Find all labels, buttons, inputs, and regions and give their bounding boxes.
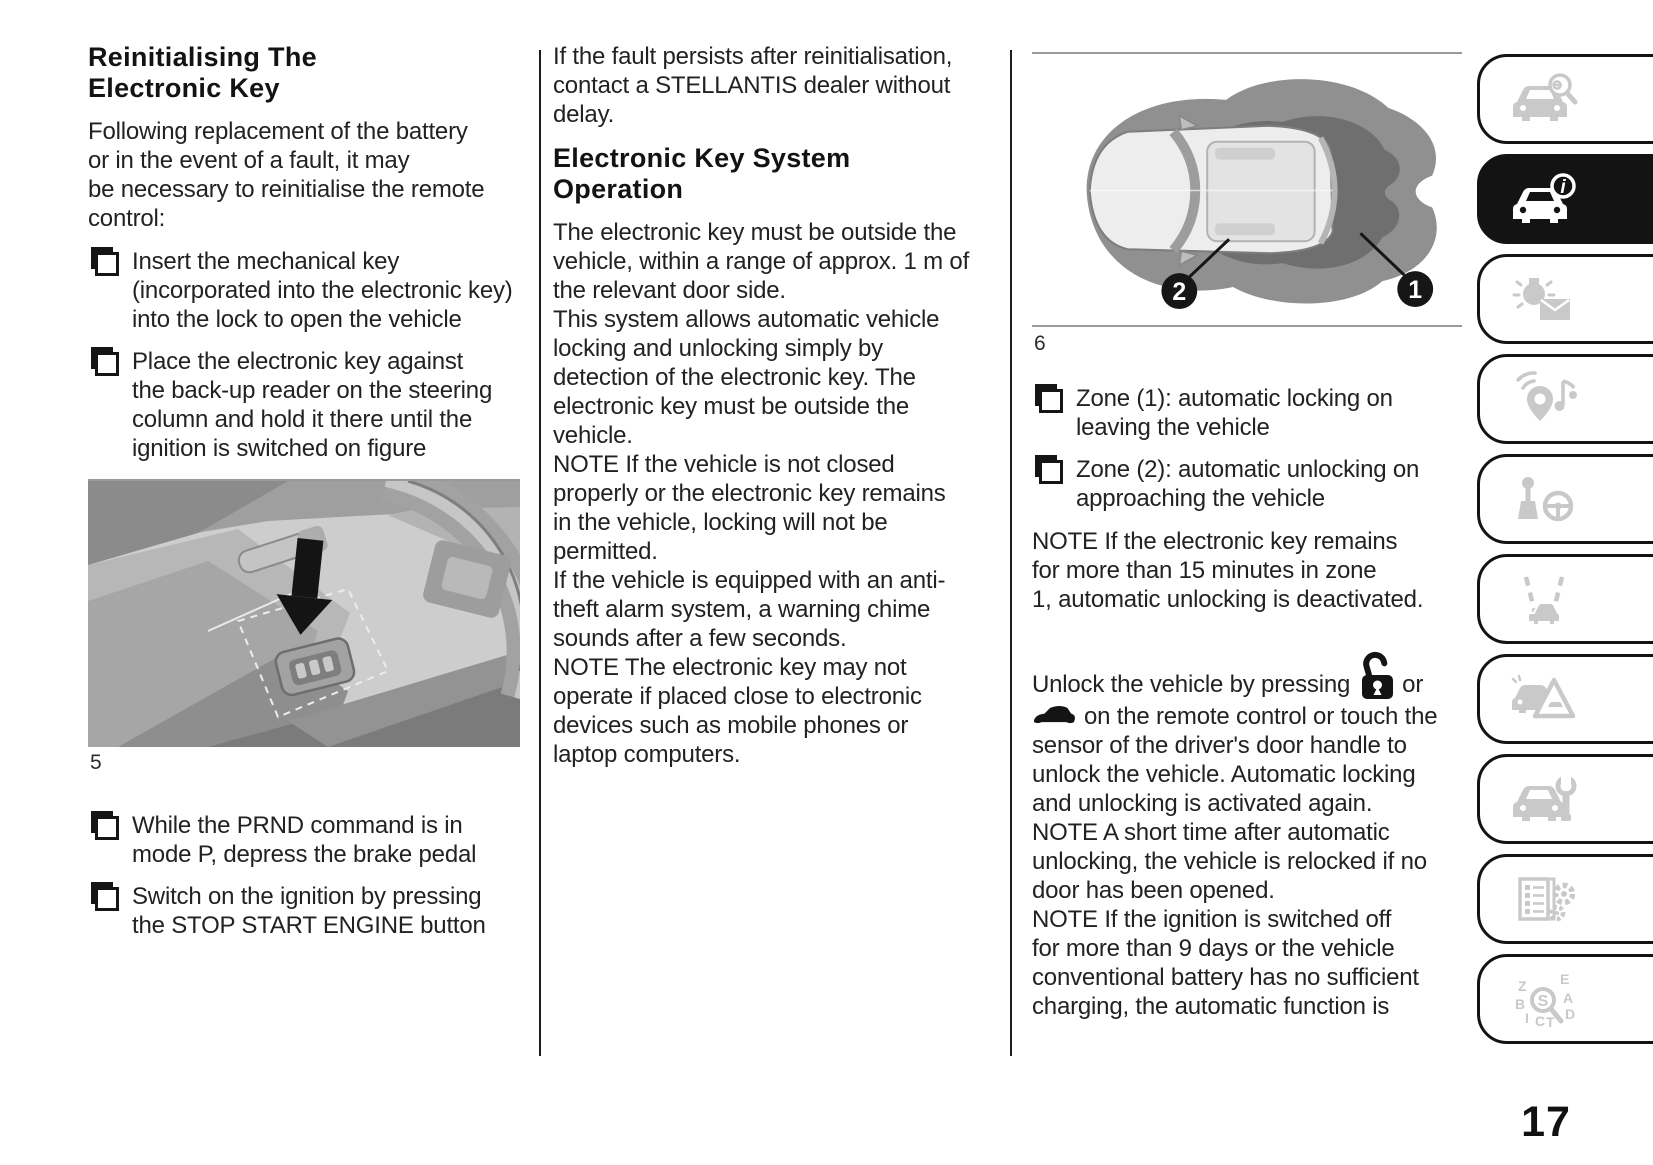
- sidebar-tab-in-an-emergency[interactable]: [1477, 654, 1653, 744]
- list-item-text: [132, 347, 492, 463]
- figure-bottom-rule: [1032, 325, 1462, 327]
- sidebar-tab-starting-driving[interactable]: [1477, 454, 1653, 544]
- unlock-paragraph: [1032, 654, 1462, 1021]
- square-bullet-icon: [1039, 460, 1063, 484]
- text-line: locking and unlocking simply by: [553, 335, 883, 362]
- list-item: [88, 347, 520, 463]
- text-line: door has been opened.: [1032, 877, 1275, 904]
- text-line: in the vehicle, locking will not be: [553, 509, 888, 536]
- text-line: sensor of the driver's door handle to: [1032, 732, 1407, 759]
- figure-6-image-detection-zones: [1032, 54, 1462, 325]
- text-line: laptop computers.: [553, 741, 741, 768]
- intro-paragraph: [88, 117, 520, 233]
- text-line: unlocking, the vehicle is relocked if no: [1032, 848, 1427, 875]
- text-line: sounds after a few seconds.: [553, 625, 847, 652]
- svg-text:B: B: [1515, 996, 1526, 1012]
- unlock-padlock-icon: [1360, 654, 1396, 702]
- square-bullet-icon: [95, 252, 119, 276]
- section-heading-reinitialising: [88, 42, 520, 104]
- list-item: [88, 811, 520, 869]
- square-bullet-icon: [95, 816, 119, 840]
- unlock-line-2-text: on the remote control or touch the: [1084, 703, 1438, 730]
- sidebar-tab-driver-assistance[interactable]: [1477, 554, 1653, 644]
- car-magnifier-icon: [1510, 71, 1578, 127]
- figure-6: [1032, 52, 1462, 356]
- text-line: NOTE If the ignition is switched off: [1032, 906, 1392, 933]
- text-line: vehicle.: [553, 422, 633, 449]
- text-line: This system allows automatic vehicle: [553, 306, 940, 333]
- text-line: NOTE The electronic key may not: [553, 654, 907, 681]
- text-line: permitted.: [553, 538, 658, 565]
- text-line: detection of the electronic key. The: [553, 364, 916, 391]
- list-item: [88, 247, 520, 334]
- text-line: Place the electronic key against: [132, 348, 464, 375]
- text-line: While the PRND command is in: [132, 812, 463, 839]
- figure-5: [88, 479, 520, 775]
- spec-list-gears-icon: [1510, 871, 1578, 927]
- warning-lamp-message-icon: [1510, 271, 1578, 327]
- text-line: column and hold it there until the: [132, 406, 473, 433]
- text-line: theft alarm system, a warning chime: [553, 596, 931, 623]
- unlock-rest-text: [1032, 731, 1462, 1021]
- text-line: Zone (2): automatic unlocking on: [1076, 456, 1420, 483]
- sidebar-tab-index[interactable]: [1477, 954, 1653, 1044]
- text-line: properly or the electronic key remains: [553, 480, 946, 507]
- text-line: NOTE If the electronic key remains: [1032, 528, 1398, 555]
- car-button-icon: [1032, 705, 1076, 726]
- sidebar-tab-technical-data[interactable]: [1477, 854, 1653, 944]
- text-line: vehicle, within a range of approx. 1 m of: [553, 248, 970, 275]
- svg-text:E: E: [1560, 971, 1570, 987]
- text-line: be necessary to reinitialise the remote: [88, 176, 485, 203]
- gear-lever-steering-icon: [1510, 471, 1578, 527]
- text-line: for more than 9 days or the vehicle: [1032, 935, 1395, 962]
- text-line: conventional battery has no sufficient: [1032, 964, 1419, 991]
- figure-6-caption: 6: [1034, 332, 1046, 355]
- sidebar-tab-servicing-care[interactable]: [1477, 754, 1653, 844]
- text-line: Zone (1): automatic locking on: [1076, 385, 1393, 412]
- column-divider-2: [1010, 50, 1012, 1056]
- unlock-line-1-tail: or: [1402, 671, 1424, 698]
- connectivity-navigation-icon: [1510, 371, 1578, 427]
- text-line: into the lock to open the vehicle: [132, 306, 462, 333]
- text-line: devices such as mobile phones or: [553, 712, 909, 739]
- svg-text:Z: Z: [1518, 978, 1527, 994]
- list-item-text: [132, 882, 486, 940]
- figure-5-image-steering-column: [88, 481, 520, 747]
- svg-text:C: C: [1535, 1013, 1546, 1029]
- text-line: approaching the vehicle: [1076, 485, 1325, 512]
- sidebar-tab-getting-to-know-vehicle[interactable]: [1477, 154, 1653, 244]
- note-15-minutes: [1032, 527, 1462, 614]
- text-line: Electronic Key: [88, 73, 280, 103]
- text-line: Reinitialising The: [88, 42, 317, 72]
- svg-text:S: S: [1537, 993, 1549, 1010]
- index-search-icon: [1510, 969, 1578, 1029]
- list-item: [1032, 455, 1462, 513]
- unlock-line-2: [1032, 702, 1462, 731]
- sidebar-tab-owner-handbook[interactable]: [1477, 54, 1653, 144]
- car-top-view: [1090, 116, 1335, 265]
- svg-text:A: A: [1563, 990, 1574, 1006]
- square-bullet-icon: [95, 352, 119, 376]
- svg-text:D: D: [1565, 1006, 1576, 1022]
- text-line: 1, automatic unlocking is deactivated.: [1032, 586, 1424, 613]
- sidebar-tab-multimedia-navigation[interactable]: [1477, 354, 1653, 444]
- text-line: contact a STELLANTIS dealer without: [553, 72, 951, 99]
- list-item: [1032, 384, 1462, 442]
- svg-text:1: 1: [1408, 275, 1423, 304]
- column-3: [1032, 52, 1462, 1021]
- list-item-text: [1076, 384, 1393, 442]
- square-bullet-icon: [1039, 389, 1063, 413]
- section-heading-key-system-operation: [553, 143, 989, 205]
- text-line: the back-up reader on the steering: [132, 377, 493, 404]
- svg-text:2: 2: [1172, 277, 1187, 306]
- unlock-line-1: [1032, 654, 1462, 702]
- sidebar-tab-warning-lights-messages[interactable]: [1477, 254, 1653, 344]
- page-number: 17: [1521, 1098, 1571, 1146]
- text-line: Electronic Key System: [553, 143, 851, 173]
- column-divider-1: [539, 50, 541, 1056]
- text-line: NOTE If the vehicle is not closed: [553, 451, 895, 478]
- column-2: [553, 42, 989, 783]
- emergency-triangle-icon: [1510, 671, 1578, 727]
- text-line: Switch on the ignition by pressing: [132, 883, 482, 910]
- text-line: unlock the vehicle. Automatic locking: [1032, 761, 1416, 788]
- text-line: the relevant door side.: [553, 277, 786, 304]
- text-line: control:: [88, 205, 166, 232]
- text-line: If the fault persists after reinitialisation,: [553, 43, 953, 70]
- figure-5-caption: 5: [90, 751, 102, 774]
- list-item-text: [132, 811, 476, 869]
- car-wrench-icon: [1510, 771, 1578, 827]
- car-info-icon: [1510, 171, 1578, 227]
- square-bullet-icon: [95, 887, 119, 911]
- text-line: (incorporated into the electronic key): [132, 277, 513, 304]
- text-line: Insert the mechanical key: [132, 248, 400, 275]
- text-line: ignition is switched on figure: [132, 435, 427, 462]
- text-line: The electronic key must be outside the: [553, 219, 957, 246]
- text-line: for more than 15 minutes in zone: [1032, 557, 1377, 584]
- text-line: delay.: [553, 101, 615, 128]
- text-line: leaving the vehicle: [1076, 414, 1270, 441]
- text-line: Operation: [553, 174, 684, 204]
- svg-text:i: i: [1560, 177, 1566, 198]
- lane-assist-icon: [1510, 571, 1578, 627]
- column-1: [88, 42, 520, 953]
- list-item-text: [132, 247, 513, 334]
- text-line: the STOP START ENGINE button: [132, 912, 486, 939]
- text-line: and unlocking is activated again.: [1032, 790, 1373, 817]
- text-line: charging, the automatic function is: [1032, 993, 1390, 1020]
- svg-text:I: I: [1525, 1010, 1529, 1026]
- text-line: operate if placed close to electronic: [553, 683, 922, 710]
- text-line: electronic key must be outside the: [553, 393, 910, 420]
- text-line: mode P, depress the brake pedal: [132, 841, 477, 868]
- key-system-paragraph: [553, 218, 989, 769]
- fault-persists-paragraph: [553, 42, 989, 129]
- text-line: If the vehicle is equipped with an anti-: [553, 567, 946, 594]
- svg-text:T: T: [1546, 1014, 1555, 1029]
- list-item-text: [1076, 455, 1419, 513]
- text-line: Following replacement of the battery: [88, 118, 468, 145]
- unlock-line-1-text: Unlock the vehicle by pressing: [1032, 671, 1351, 698]
- text-line: or in the event of a fault, it may: [88, 147, 410, 174]
- text-line: NOTE A short time after automatic: [1032, 819, 1390, 846]
- list-item: [88, 882, 520, 940]
